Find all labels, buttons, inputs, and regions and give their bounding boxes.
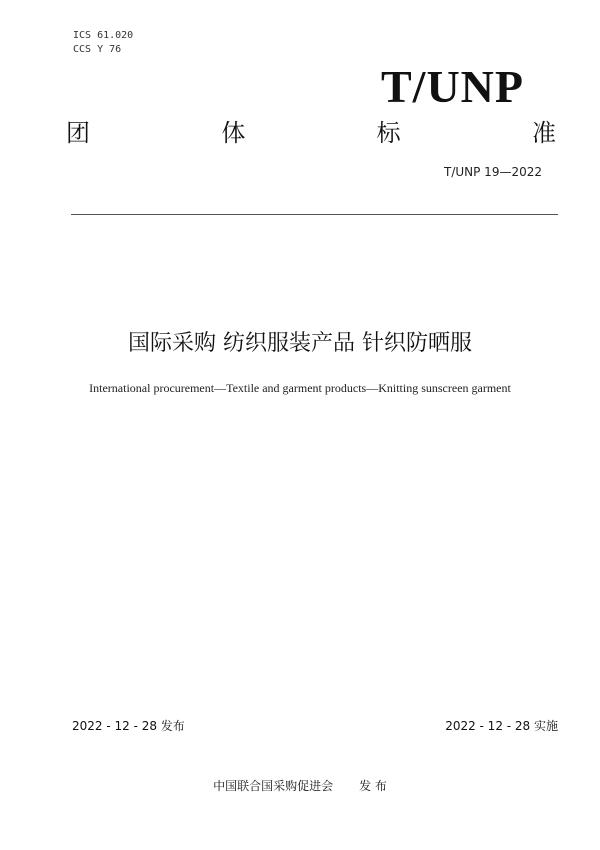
issue-date: 2022 - 12 - 28 发布	[72, 719, 185, 733]
classification-codes	[73, 29, 133, 57]
ccs-code: CCS Y 76	[73, 44, 122, 55]
issuer-action: 发 布	[359, 779, 387, 793]
standard-logo: T/UNP	[381, 61, 524, 112]
implementation-date: 2022 - 12 - 28 实施	[445, 719, 558, 733]
header-divider	[71, 214, 558, 215]
document-title-english: International procurement—Textile and garment products—Knitting sunscreen garment	[89, 381, 511, 395]
standard-type-heading	[66, 118, 556, 148]
standard-type-char: 准	[531, 119, 556, 147]
issuer-line	[0, 777, 600, 794]
ics-code: ICS 61.020	[73, 30, 134, 41]
standard-type-char: 团	[66, 119, 90, 147]
issuer-name: 中国联合国采购促进会	[213, 779, 334, 793]
standard-number: T/UNP 19—2022	[444, 165, 542, 179]
document-title-chinese: 国际采购 纺织服装产品 针织防晒服	[128, 331, 472, 356]
standard-type-char: 体	[221, 119, 246, 147]
standard-type-char: 标	[376, 119, 401, 147]
